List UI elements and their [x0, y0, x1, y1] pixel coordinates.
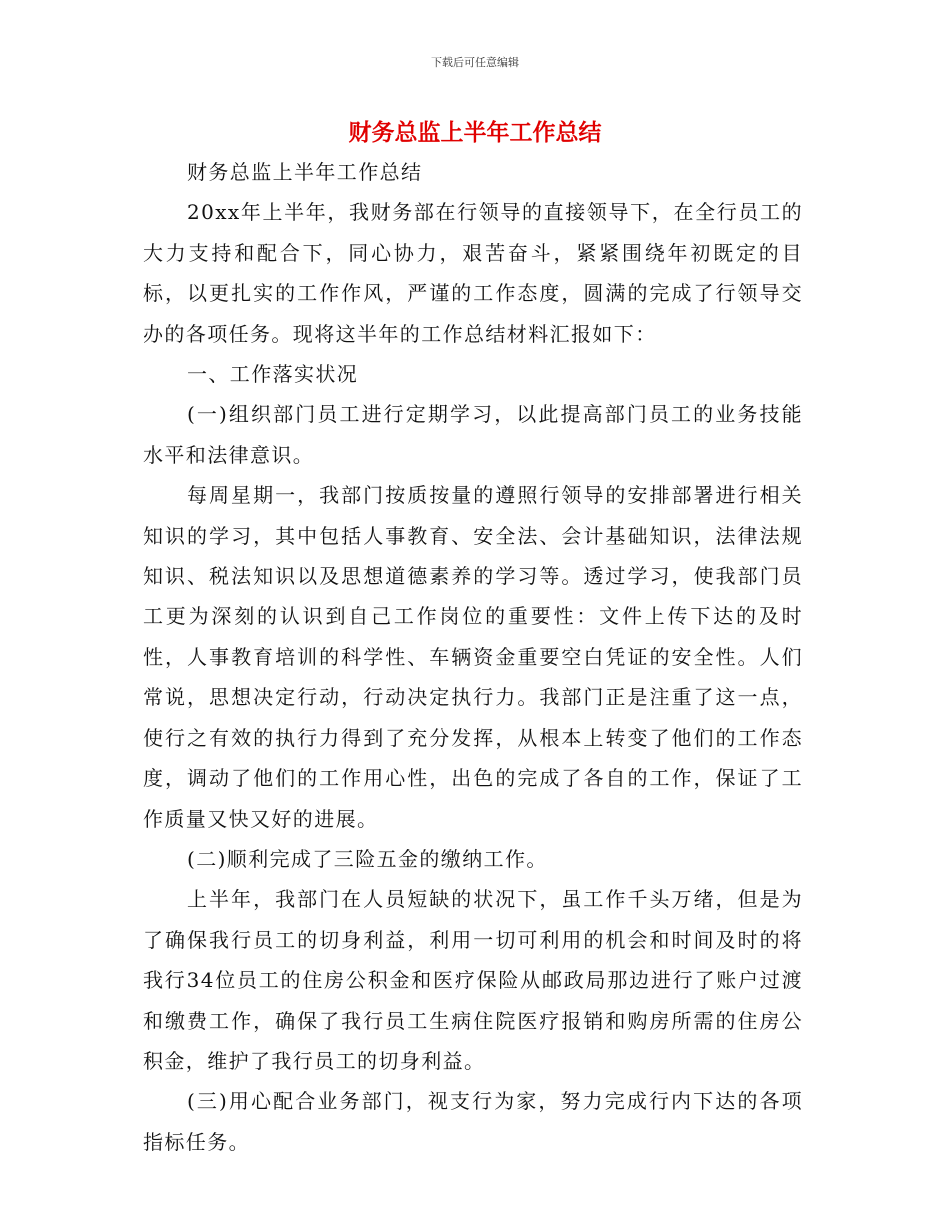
section-heading-1: 一、工作落实状况: [187, 362, 359, 387]
document-body: [143, 152, 803, 1162]
paragraph-study: 每周星期一，我部门按质按量的遵照行领导的安排部署进行相关知识的学习，其中包括人事教育、安全法、会计基础知识，法律法规知识、税法知识以及思想道德素养的学习等。透过学习，使我部门员工更为深刻的认识到自己工作岗位的重要性：文件上传下达的及时性，人事教育培训的科学性、车辆资金重要空白凭证的安全性。人们常说，思想决定行动，行动决定执行力。我部门正是注重了这一点，使行之有效的执行力得到了充分发挥，从根本上转变了他们的工作态度，调动了他们的工作用心性，出色的完成了各自的工作，保证了工作质量又快又好的进展。: [143, 483, 803, 831]
subsection-heading-1: (一)组织部门员工进行定期学习，以此提高部门员工的业务技能水平和法律意识。: [143, 402, 803, 467]
document-title: 财务总监上半年工作总结: [348, 120, 602, 146]
paragraph-intro: 20xx年上半年，我财务部在行领导的直接领导下，在全行员工的大力支持和配合下，同心协力，艰苦奋斗，紧紧围绕年初既定的目标，以更扎实的工作作风，严谨的工作态度，圆满的完成了行领导交办的各项任务。现将这半年的工作总结材料汇报如下：: [143, 200, 803, 346]
paragraph-subtitle: 财务总监上半年工作总结: [187, 160, 423, 184]
subsection-heading-2: (二)顺利完成了三险五金的缴纳工作。: [187, 846, 548, 871]
subsection-heading-3: (三)用心配合业务部门，视支行为家，努力完成行内下达的各项指标任务。: [143, 1089, 803, 1154]
header-note: 下载后可任意编辑: [431, 56, 519, 69]
paragraph-insurance: 上半年，我部门在人员短缺的状况下，虽工作千头万绪，但是为了确保我行员工的切身利益，利用一切可利用的机会和时间及时的将我行34位员工的住房公积金和医疗保险从邮政局那边进行了账户过渡和缴费工作，确保了我行员工生病住院医疗报销和购房所需的住房公积金，维护了我行员工的切身利益。: [143, 887, 803, 1073]
